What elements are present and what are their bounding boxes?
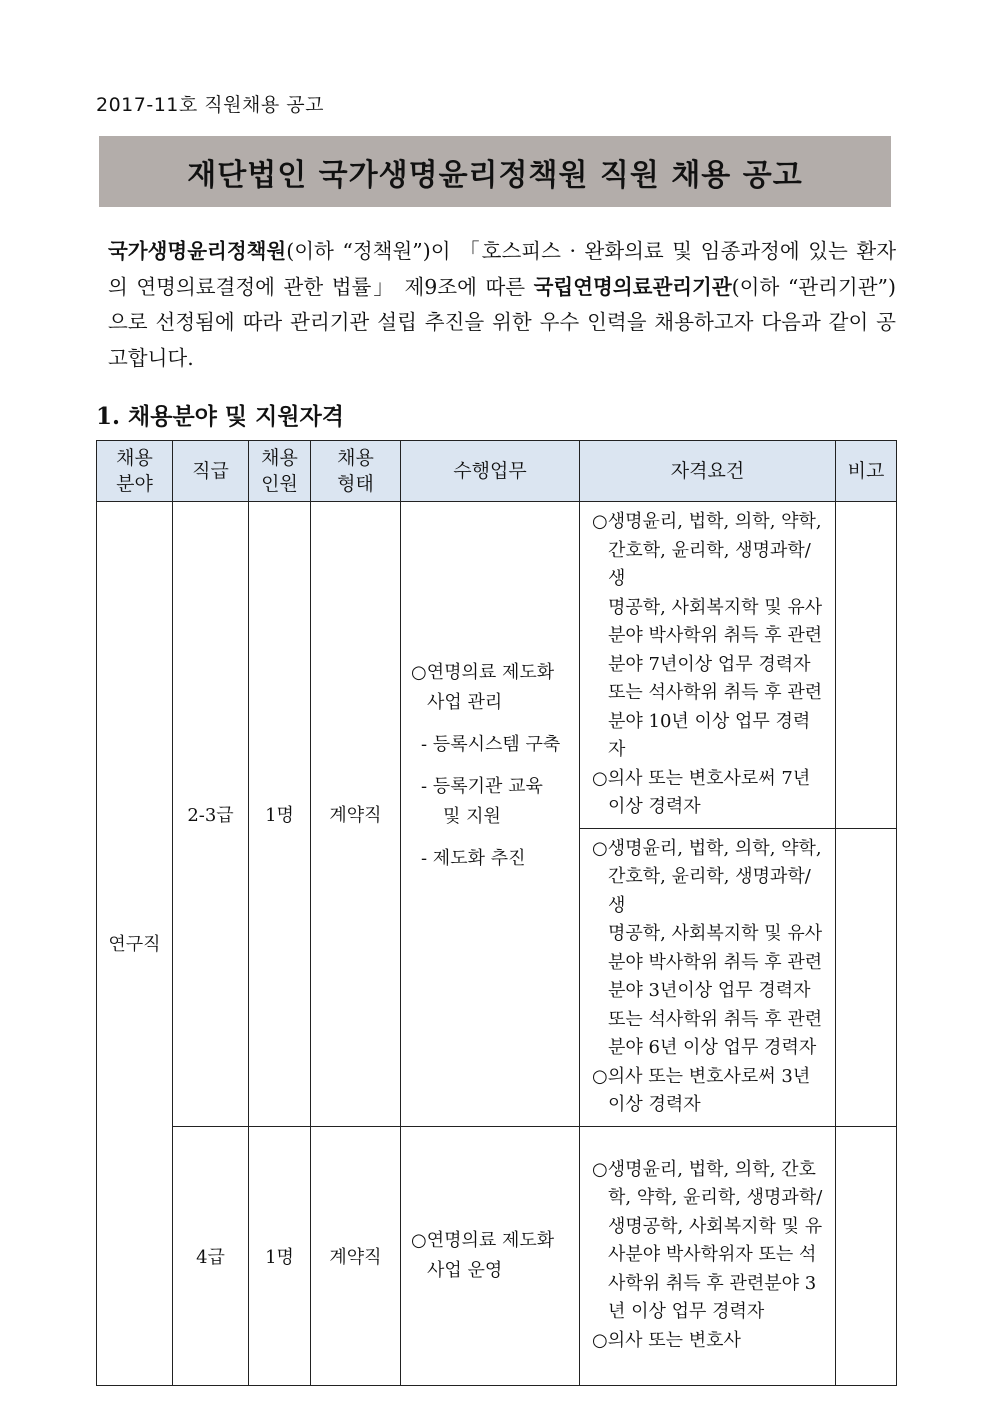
qualification-cell: ○생명윤리, 법학, 의학, 약학, 간호학, 윤리학, 생명과학/생 명공학, 사회복지학 및 유사 분야 박사학위 취득 후 관련 분야 7년이상 업무 경력자 또는 석사학위 취득 후 관련 분야 10년 이상 업무 경력자 ○의사 또는 변호사로써 7년 이상 경력자 bbox=[580, 502, 836, 829]
note-cell bbox=[836, 828, 897, 1126]
grade-cell: 4급 bbox=[173, 1126, 249, 1385]
section-title: 1. 채용분야 및 지원자격 bbox=[96, 403, 344, 430]
field-cell: 연구직 bbox=[97, 502, 173, 1386]
org-name: 국가생명윤리정책원 bbox=[108, 239, 287, 263]
type-cell: 계약직 bbox=[311, 502, 401, 1127]
page-title: 재단법인 국가생명윤리정책원 직원 채용 공고 bbox=[187, 157, 803, 193]
recruitment-table bbox=[96, 440, 897, 1386]
headcount-cell: 1명 bbox=[249, 1126, 311, 1385]
type-cell: 계약직 bbox=[311, 1126, 401, 1385]
header-headcount: 채용 인원 bbox=[249, 441, 311, 502]
header-note: 비고 bbox=[836, 441, 897, 502]
table-row bbox=[97, 1126, 897, 1385]
qualification-cell: ○생명윤리, 법학, 의학, 약학, 간호학, 윤리학, 생명과학/생 명공학, 사회복지학 및 유사 분야 박사학위 취득 후 관련 분야 3년이상 업무 경력자 또는 석사학위 취득 후 관련 분야 6년 이상 업무 경력자 ○의사 또는 변호사로써 3년 이상 경력자 bbox=[580, 828, 836, 1126]
notice-number: 2017-11호 직원채용 공고 bbox=[96, 94, 324, 116]
table-row bbox=[97, 502, 897, 829]
header-field: 채용 분야 bbox=[97, 441, 173, 502]
note-cell bbox=[836, 502, 897, 829]
table-header-row bbox=[97, 441, 897, 502]
title-banner bbox=[99, 136, 891, 207]
agency-name: 국립연명의료관리기관 bbox=[533, 274, 732, 299]
intro-text-2: (이하 “관리기관”)으로 선정됨에 따라 관리기관 설립 추진을 위한 우수 인력을 채용하고자 다음과 같이 공고합니다. bbox=[108, 274, 896, 370]
intro-text-1: (이하 “정책원”)이 「호스피스 · 완화의료 및 임종과정에 있는 환자의 연명의료결정에 관한 법률」 제9조에 따른 bbox=[108, 239, 896, 299]
qualification-cell: ○생명윤리, 법학, 의학, 간호 학, 약학, 윤리학, 생명과학/ 생명공학, 사회복지학 및 유 사분야 박사학위자 또는 석 사학위 취득 후 관련분야 3 년 이상 업무 경력자 ○의사 또는 변호사 bbox=[580, 1126, 836, 1385]
intro-paragraph bbox=[108, 234, 896, 376]
note-cell bbox=[836, 1126, 897, 1385]
header-qualification: 자격요건 bbox=[580, 441, 836, 502]
header-type: 채용 형태 bbox=[311, 441, 401, 502]
grade-cell: 2-3급 bbox=[173, 502, 249, 1127]
headcount-cell: 1명 bbox=[249, 502, 311, 1127]
header-duty: 수행업무 bbox=[401, 441, 580, 502]
duty-cell: ○연명의료 제도화 사업 운영 bbox=[401, 1126, 580, 1385]
header-grade: 직급 bbox=[173, 441, 249, 502]
duty-cell: ○연명의료 제도화 사업 관리 - 등록시스템 구축 - 등록기관 교육 및 지원 - 제도화 추진 bbox=[401, 502, 580, 1127]
